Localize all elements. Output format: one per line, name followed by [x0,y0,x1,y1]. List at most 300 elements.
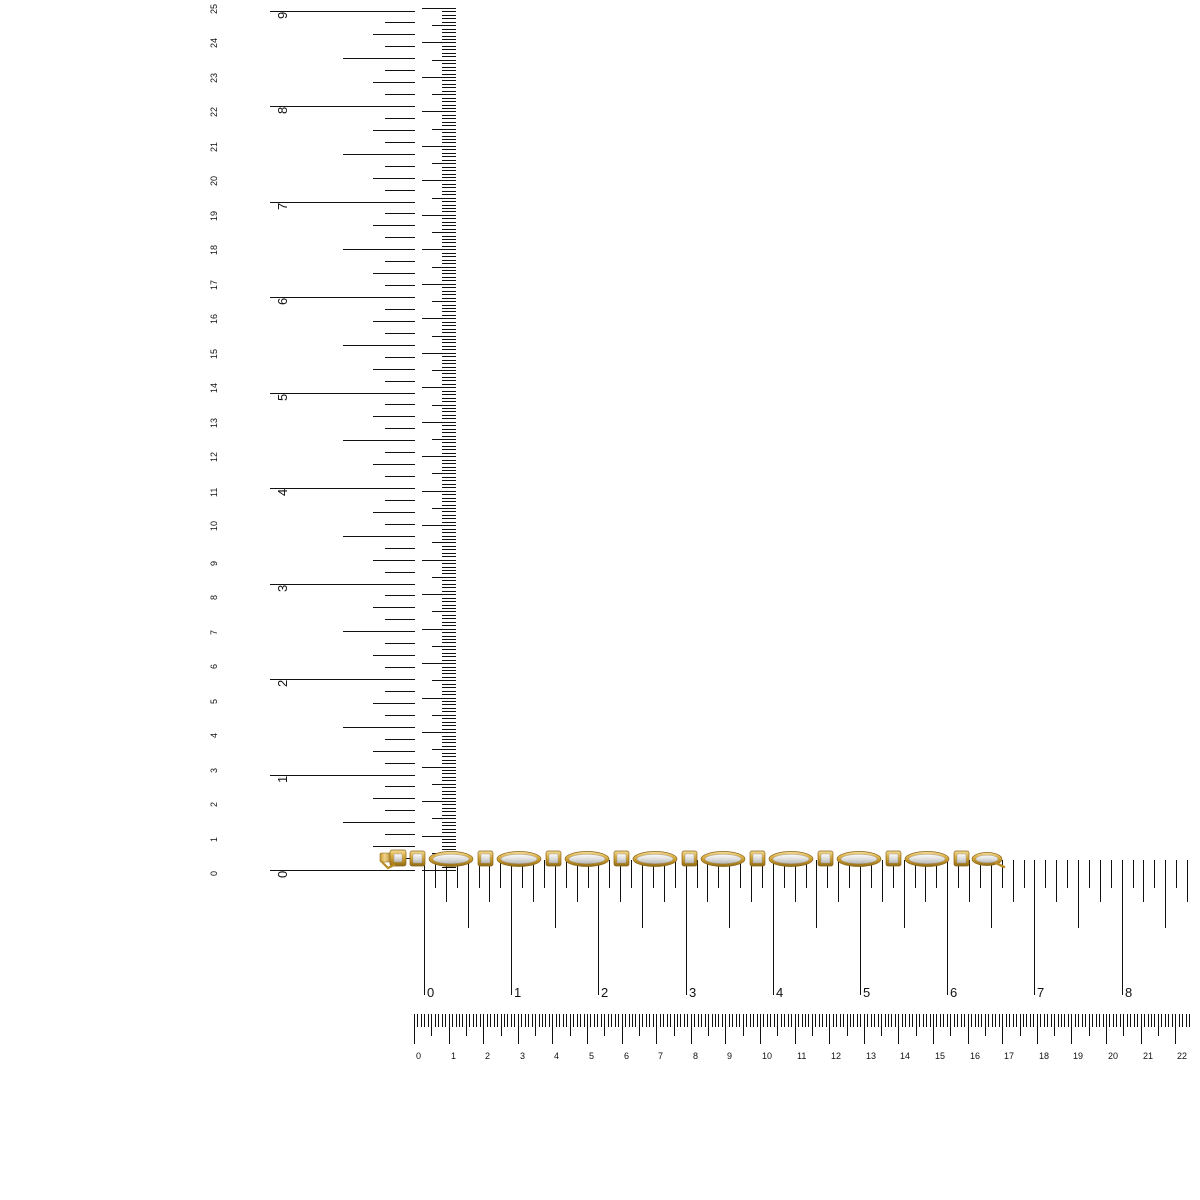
ruler-tick [781,1014,782,1027]
ruler-tick [373,130,415,131]
ruler-label: 14 [900,1051,911,1061]
ruler-tick [1075,1014,1076,1027]
ruler-tick [663,1014,664,1027]
ruler-tick [385,404,415,405]
ruler-tick [521,1014,522,1027]
ruler-tick [422,732,456,733]
ruler-label: 7 [275,202,290,210]
ruler-tick [373,321,415,322]
ruler-tick [442,639,456,640]
ruler-tick [885,1014,886,1027]
ruler-tick [725,1014,726,1044]
ruler-tick [385,46,415,47]
ruler-tick [385,572,415,573]
ruler-label: 4 [776,985,784,1000]
ruler-tick [722,1014,723,1027]
ruler-tick [442,411,456,412]
ruler-tick [422,353,456,354]
ruler-tick [795,1014,796,1044]
ruler-tick [1158,1014,1159,1036]
ruler-tick [1034,860,1035,995]
vertical-inch-ruler [270,0,420,880]
ruler-tick [432,749,456,750]
ruler-tick [442,787,456,788]
ruler-tick [646,1014,647,1027]
ruler-label: 2 [209,801,219,807]
ruler-label: 8 [693,1051,699,1061]
ruler-tick [1040,1014,1041,1027]
ruler-tick [950,1014,951,1036]
ruler-tick [373,416,415,417]
ruler-tick [860,1014,861,1027]
ruler-tick [853,1014,854,1027]
ruler-tick [432,508,456,509]
ruler-tick [1137,1014,1138,1027]
ruler-tick [385,285,415,286]
ruler-label: 24 [209,37,219,48]
ruler-tick [432,646,456,647]
ruler-tick [535,1014,536,1036]
ruler-tick [442,480,456,481]
ruler-tick [501,1014,502,1036]
ruler-tick [442,260,456,261]
ruler-tick [343,727,415,728]
ruler-tick [916,1014,917,1036]
ruler-tick [385,94,415,95]
ruler-tick [442,70,456,71]
ruler-tick [604,1014,605,1036]
ruler-tick [385,763,415,764]
ruler-tick [343,536,415,537]
ruler-tick [442,649,456,650]
ruler-tick [674,1014,675,1036]
ruler-tick [525,1014,526,1027]
ruler-tick [442,187,456,188]
vertical-metric-ruler [198,0,260,880]
ruler-tick [445,1014,446,1027]
ruler-tick [840,1014,841,1027]
ruler-tick [622,1014,623,1044]
ruler-label: 6 [624,1051,630,1061]
ruler-tick [656,1014,657,1044]
ruler-tick [1148,1014,1149,1027]
ruler-tick [442,80,456,81]
ruler-tick [1143,860,1144,902]
ruler-tick [442,708,456,709]
ruler-tick [373,464,415,465]
ruler-tick [421,1014,422,1027]
ruler-tick [895,1014,896,1027]
ruler-label: 16 [970,1051,981,1061]
ruler-tick [442,742,456,743]
ruler-tick [822,1014,823,1027]
ruler-tick [442,746,456,747]
ruler-tick [442,218,456,219]
ruler-tick [432,25,456,26]
ruler-tick [1058,1014,1059,1027]
ruler-tick [442,484,456,485]
ruler-tick [385,261,415,262]
ruler-tick [677,1014,678,1027]
ruler-tick [442,305,456,306]
ruler-tick [270,679,415,680]
ruler-tick [1016,1014,1017,1027]
ruler-label: 3 [689,985,697,1000]
ruler-tick [442,360,456,361]
ruler-tick [414,1014,415,1044]
ruler-tick [971,1014,972,1027]
ruler-tick [270,202,415,203]
ruler-tick [556,1014,557,1027]
ruler-tick [385,70,415,71]
ruler-label: 3 [520,1051,526,1061]
bracelet-svg [378,838,1018,886]
ruler-tick [442,487,456,488]
ruler-tick [442,546,456,547]
ruler-tick [1151,1014,1152,1027]
ruler-tick [891,1014,892,1027]
ruler-label: 8 [1125,985,1133,1000]
ruler-tick [385,476,415,477]
ruler-tick [476,1014,477,1027]
ruler-tick [422,42,456,43]
ruler-tick [343,154,415,155]
ruler-tick [432,60,456,61]
ruler-label: 13 [866,1051,877,1061]
ruler-tick [432,818,456,819]
ruler-tick [442,91,456,92]
ruler-tick [497,1014,498,1027]
ruler-tick [385,548,415,549]
ruler-tick [422,318,456,319]
ruler-tick [442,263,456,264]
ruler-label: 4 [209,732,219,738]
ruler-tick [442,136,456,137]
ruler-tick [442,29,456,30]
ruler-tick [511,1014,512,1027]
ruler-label: 5 [275,393,290,401]
ruler-tick [442,763,456,764]
ruler-tick [590,1014,591,1027]
ruler-tick [1161,1014,1162,1027]
ruler-tick [480,1014,481,1027]
ruler-tick [763,1014,764,1027]
ruler-tick [442,373,456,374]
ruler-tick [442,315,456,316]
ruler-tick [1067,860,1068,888]
ruler-tick [442,453,456,454]
ruler-tick [442,36,456,37]
horizontal-metric-ruler [400,1014,1200,1094]
ruler-label: 1 [209,836,219,842]
ruler-tick [1176,860,1177,888]
ruler-tick [373,178,415,179]
ruler-tick [1056,860,1057,902]
ruler-tick [442,380,456,381]
ruler-tick [442,770,456,771]
ruler-tick [545,1014,546,1027]
ruler-tick [1024,860,1025,888]
ruler-tick [611,1014,612,1027]
ruler-tick [442,239,456,240]
ruler-tick [270,393,415,394]
ruler-tick [385,500,415,501]
ruler-tick [1134,1014,1135,1027]
ruler-tick [594,1014,595,1027]
ruler-tick [385,452,415,453]
ruler-tick [442,356,456,357]
ruler-tick [1141,1014,1142,1044]
ruler-tick [760,1014,761,1044]
ruler-tick [270,11,415,12]
ruler-tick [1109,1014,1110,1027]
ruler-label: 7 [658,1051,664,1061]
ruler-tick [442,598,456,599]
ruler-tick [442,536,456,537]
ruler-tick [270,775,415,776]
ruler-tick [343,345,415,346]
ruler-label: 6 [950,985,958,1000]
ruler-tick [1051,1014,1052,1027]
ruler-tick [442,625,456,626]
ruler-tick [442,494,456,495]
ruler-tick [1047,1014,1048,1027]
ruler-tick [442,636,456,637]
ruler-tick [615,1014,616,1027]
ruler-tick [442,153,456,154]
ruler-tick [442,436,456,437]
ruler-tick [442,49,456,50]
ruler-tick [442,442,456,443]
ruler-tick [978,1014,979,1027]
ruler-tick [1154,1014,1155,1027]
ruler-label: 18 [209,244,219,255]
ruler-label: 4 [554,1051,560,1061]
ruler-tick [442,653,456,654]
ruler-tick [729,1014,730,1027]
ruler-tick [708,1014,709,1036]
ruler-tick [635,1014,636,1027]
ruler-tick [442,584,456,585]
ruler-tick [701,1014,702,1027]
ruler-tick [442,177,456,178]
ruler-tick [829,1014,830,1044]
ruler-tick [442,108,456,109]
ruler-tick [442,242,456,243]
ruler-tick [442,408,456,409]
ruler-tick [985,1014,986,1036]
ruler-tick [442,429,456,430]
ruler-tick [385,428,415,429]
ruler-tick [469,1014,470,1027]
ruler-tick [442,780,456,781]
ruler-label: 22 [209,106,219,117]
ruler-tick [442,32,456,33]
ruler-tick [442,477,456,478]
ruler-label: 8 [275,106,290,114]
ruler-tick [442,342,456,343]
ruler-tick [867,1014,868,1027]
ruler-tick [746,1014,747,1027]
ruler-tick [432,267,456,268]
ruler-tick [1106,1014,1107,1044]
ruler-tick [442,622,456,623]
ruler-label: 2 [601,985,609,1000]
ruler-tick [373,34,415,35]
ruler-label: 21 [1143,1051,1154,1061]
ruler-tick [1127,1014,1128,1027]
ruler-tick [1133,860,1134,888]
ruler-tick [385,524,415,525]
ruler-tick [1120,1014,1121,1027]
ruler-tick [422,491,456,492]
ruler-tick [442,56,456,57]
ruler-tick [874,1014,875,1027]
ruler-tick [442,418,456,419]
ruler-tick [968,1014,969,1044]
ruler-tick [798,1014,799,1027]
ruler-label: 0 [427,985,435,1000]
ruler-tick [373,751,415,752]
ruler-tick [270,297,415,298]
ruler-tick [442,615,456,616]
ruler-tick [694,1014,695,1027]
ruler-tick [422,77,456,78]
ruler-tick [736,1014,737,1027]
ruler-tick [442,246,456,247]
ruler-tick [988,1014,989,1027]
ruler-tick [442,74,456,75]
ruler-tick [442,756,456,757]
ruler-tick [462,1014,463,1027]
ruler-label: 17 [1004,1051,1015,1061]
ruler-tick [373,798,415,799]
ruler-tick [715,1014,716,1027]
ruler-tick [442,236,456,237]
ruler-tick [680,1014,681,1027]
ruler-tick [459,1014,460,1027]
ruler-label: 19 [1073,1051,1084,1061]
ruler-tick [1182,1014,1183,1027]
ruler-tick [432,94,456,95]
ruler-tick [442,729,456,730]
ruler-tick [1186,1014,1187,1027]
ruler-tick [490,1014,491,1027]
ruler-tick [422,8,456,9]
ruler-tick [563,1014,564,1027]
ruler-tick [639,1014,640,1036]
ruler-label: 9 [275,11,290,19]
ruler-tick [442,670,456,671]
ruler-tick [1089,860,1090,888]
ruler-tick [385,309,415,310]
ruler-tick [373,512,415,513]
ruler-tick [757,1014,758,1027]
ruler-tick [833,1014,834,1027]
ruler-label: 2 [275,679,290,687]
ruler-label: 20 [1108,1051,1119,1061]
ruler-tick [442,804,456,805]
ruler-tick [442,673,456,674]
ruler-tick [684,1014,685,1027]
vertical-metric-tick-band [420,0,456,872]
ruler-tick [442,125,456,126]
ruler-tick [964,1014,965,1027]
ruler-tick [442,832,456,833]
ruler-tick [442,553,456,554]
ruler-tick [442,115,456,116]
ruler-tick [442,101,456,102]
ruler-tick [432,232,456,233]
ruler-tick [826,1014,827,1027]
ruler-tick [1013,1014,1014,1027]
ruler-tick [1002,1014,1003,1044]
ruler-tick [784,1014,785,1027]
ruler-tick [422,456,456,457]
ruler-tick [442,118,456,119]
ruler-tick [442,229,456,230]
ruler-tick [442,570,456,571]
ruler-tick [442,549,456,550]
ruler-label: 0 [209,870,219,876]
ruler-tick [992,1014,993,1027]
ruler-tick [442,142,456,143]
ruler-tick [1092,1014,1093,1027]
ruler-tick [442,798,456,799]
ruler-tick [442,470,456,471]
ruler-tick [442,401,456,402]
ruler-label: 7 [209,629,219,635]
ruler-tick [836,1014,837,1027]
ruler-tick [422,180,456,181]
ruler-tick [926,1014,927,1027]
ruler-tick [936,1014,937,1027]
ruler-tick [456,1014,457,1027]
ruler-tick [518,1014,519,1044]
ruler-tick [432,473,456,474]
ruler-label: 11 [797,1051,807,1061]
ruler-tick [442,808,456,809]
ruler-tick [442,522,456,523]
ruler-tick [805,1014,806,1027]
ruler-tick [442,501,456,502]
ruler-tick [597,1014,598,1027]
ruler-tick [385,715,415,716]
ruler-tick [753,1014,754,1027]
ruler-label: 8 [209,594,219,600]
ruler-tick [1103,1014,1104,1027]
ruler-tick [270,106,415,107]
ruler-tick [442,773,456,774]
ruler-tick [774,1014,775,1027]
ruler-tick [1100,860,1101,902]
ruler-tick [442,132,456,133]
ruler-tick [442,18,456,19]
ruler-tick [442,591,456,592]
ruler-tick [442,618,456,619]
ruler-tick [422,767,456,768]
ruler-tick [373,655,415,656]
ruler-tick [432,611,456,612]
ruler-tick [881,1014,882,1036]
ruler-tick [385,142,415,143]
ruler-tick [442,701,456,702]
ruler-tick [888,1014,889,1027]
ruler-label: 3 [275,584,290,592]
ruler-tick [442,825,456,826]
ruler-label: 4 [275,488,290,496]
ruler-tick [1179,1014,1180,1027]
